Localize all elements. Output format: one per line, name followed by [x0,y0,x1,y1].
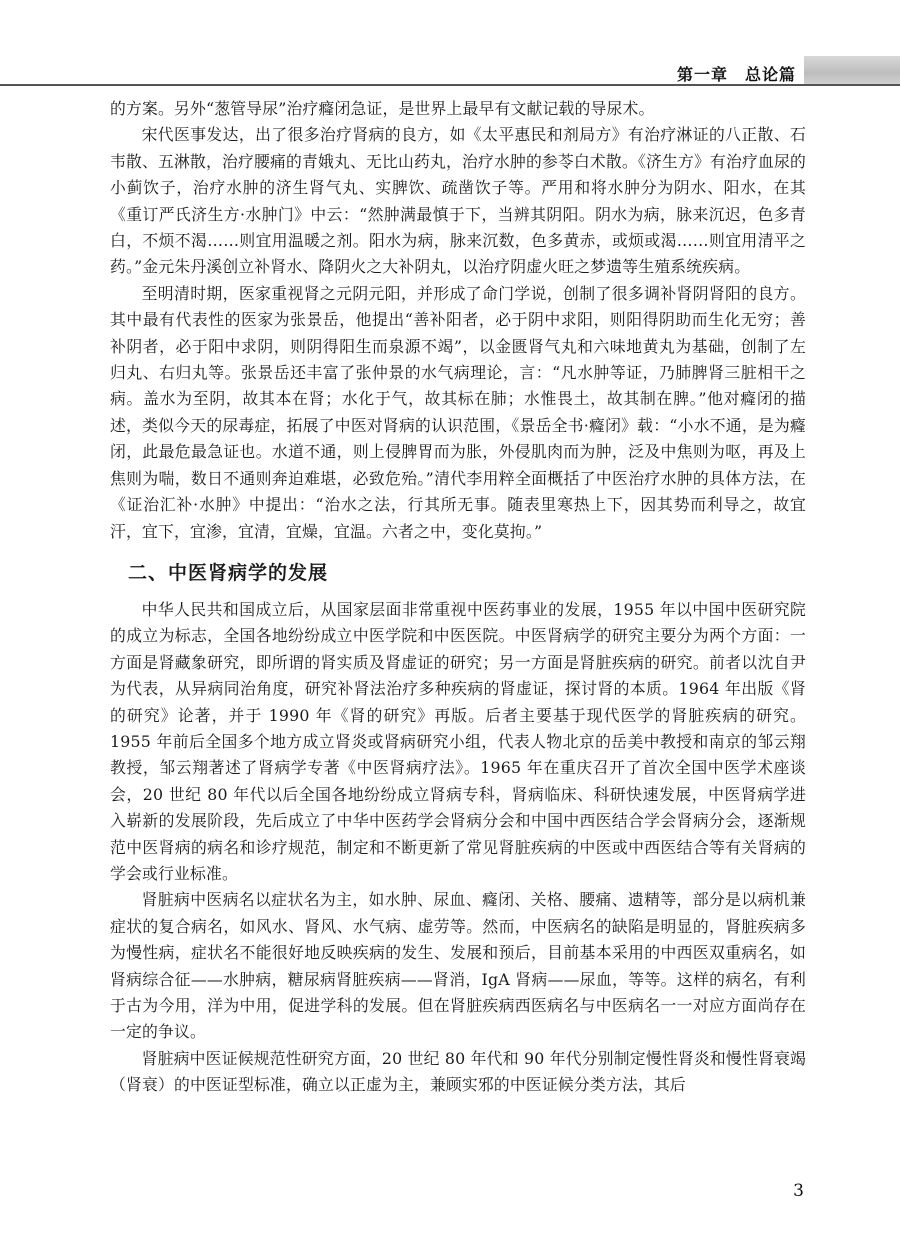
section-heading: 二、中医肾病学的发展 [128,561,329,584]
paragraph-ming-qing: 至明清时期，医家重视肾之元阴元阳，并形成了命门学说，创制了很多调补肾阴肾阳的良方。其中最有代表性的医家为张景岳，他提出“善补阳者，必于阴中求阳，则阳得阴助而生化无穷；善补阴者，必于阳中求阴，则阴得阳生而泉源不竭”，以金匮肾气丸和六味地黄丸为基础，创制了左归丸、右归丸等。张景岳还丰富了张仲景的水气病理论，言：“凡水肿等证，乃肺脾肾三脏相干之病。盖水为至阴，故其本在肾；水化于气，故其标在肺；水惟畏土，故其制在脾。”他对癃闭的描述，类似今天的尿毒症，拓展了中医对肾病的认识范围，《景岳全书·癃闭》载：“小水不通，是为癃闭，此最危最急证也。水道不通，则上侵脾胃而为胀，外侵肌肉而为肿，泛及中焦则为呕，再及上焦则为喘，数日不通则奔迫难堪，必致危殆。”清代李用粹全面概括了中医治疗水肿的具体方法，在《证治汇补·水肿》中提出：“治水之法，行其所无事。随表里寒热上下，因其势而利导之，故宜汗，宜下，宜渗，宜清，宜燥，宜温。六者之中，变化莫拘。” [110,283,806,541]
page-number: 3 [793,1181,804,1201]
paragraph-development: 中华人民共和国成立后，从国家层面非常重视中医药事业的发展，1955 年以中国中医研究院的成立为标志，全国各地纷纷成立中医学院和中医医院。中医肾病学的研究主要分为两个方面：一方面是肾藏象研究，即所谓的肾实质及肾虚证的研究；另一方面是肾脏疾病的研究。前者以沈自尹为代表，从异病同治角度，研究补肾法治疗多种疾病的肾虚证，探讨肾的本质。1964 年出版《肾的研究》论著，并于 1990 年《肾的研究》再版。后者主要基于现代医学的肾脏疾病的研究。1955 年前后全国多个地方成立肾炎或肾病研究小组，代表人物北京的岳美中教授和南京的邹云翔教授，邹云翔著述了肾病学专著《中医肾病疗法》。1965 年在重庆召开了首次全国中医学术座谈会，20 世纪 80 年代以后全国各地纷纷成立肾病专科，肾病临床、科研快速发展，中医肾病学进入崭新的发展阶段，先后成立了中华中医药学会肾病分会和中国中西医结合学会肾病分会，逐渐规范中医肾病的病名和诊疗规范，制定和不断更新了常见肾脏疾病的中医或中西医结合等有关肾病的学会或行业标准。 [110,599,806,883]
header-decoration-band [804,56,900,84]
page-body [110,96,806,1099]
running-title: 第一章 总论篇 [676,65,796,84]
paragraph-syndrome-standards: 肾脏病中医证候规范性研究方面，20 世纪 80 年代和 90 年代分别制定慢性肾炎和慢性肾衰竭（肾衰）的中医证型标准，确立以正虚为主，兼顾实邪的中医证候分类方法，其后 [110,1048,806,1095]
paragraph-song-dynasty: 宋代医事发达，出了很多治疗肾病的良方，如《太平惠民和剂局方》有治疗淋证的八正散、石韦散、五淋散，治疗腰痛的青娥丸、无比山药丸，治疗水肿的参苓白术散。《济生方》有治疗血尿的小蓟饮子，治疗水肿的济生肾气丸、实脾饮、疏凿饮子等。严用和将水肿分为阴水、阳水，在其《重订严氏济生方·水肿门》中云：“然肿满最慎于下，当辨其阴阳。阴水为病，脉来沉迟，色多青白，不烦不渴……则宜用温暖之剂。阳水为病，脉来沉数，色多黄赤，或烦或渴……则宜用清平之药。”金元朱丹溪创立补肾水、降阴火之大补阴丸，以治疗阴虚火旺之梦遗等生殖系统疾病。 [110,125,806,277]
paragraph-continued: 的方案。另外“葱管导尿”治疗癃闭急证，是世界上最早有文献记载的导尿术。 [110,99,655,118]
header-rule [0,84,900,86]
running-header [0,56,900,86]
paragraph-disease-names: 肾脏病中医病名以症状名为主，如水肿、尿血、癃闭、关格、腰痛、遗精等，部分是以病机兼症状的复合病名，如风水、肾风、水气病、虚劳等。然而，中医病名的缺陷是明显的，肾脏疾病多为慢性病，症状名不能很好地反映疾病的发生、发展和预后，目前基本采用的中西医双重病名，如肾病综合征——水肿病，糖尿病肾脏疾病——肾消，IgA 肾病——尿血，等等。这样的病名，有利于古为今用，洋为中用，促进学科的发展。但在肾脏疾病西医病名与中医病名一一对应方面尚存在一定的争议。 [110,890,806,1042]
